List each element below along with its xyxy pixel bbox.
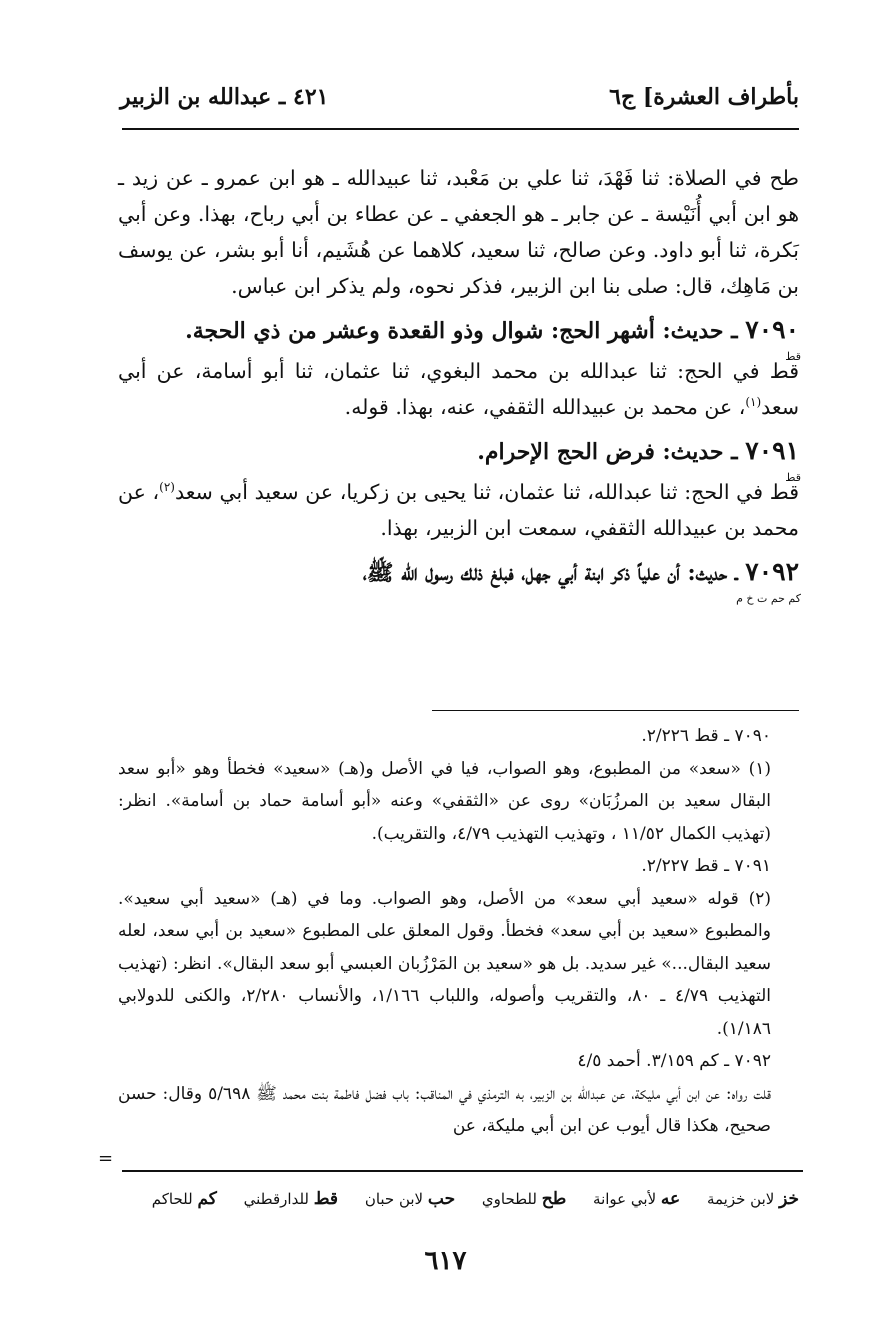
footnote-separator bbox=[432, 710, 799, 711]
hadith-number: ٧٠٩٠ قط bbox=[745, 315, 801, 363]
hadith-title: ـ حديث: أن علياً ذكر ابنة أبي جهل، فبلغ ذلك رسول الله ﷺ، bbox=[362, 560, 738, 586]
hadith-title: ـ حديث: أشهر الحج: شوال وذو القعدة وعشر من ذي الحجة. bbox=[185, 318, 738, 344]
legend-item: حب لابن حبان bbox=[364, 1189, 456, 1209]
legend-item: خز لابن خزيمة bbox=[706, 1189, 799, 1209]
hadith-heading-7091 bbox=[118, 431, 801, 484]
footnote-2: (٢) قوله «سعيد أبي سعد» من الأصل، وهو الصواب. وما في (هـ) «سعيد أبي سعيد». والمطبوع «سعيد بن أبي سعد» فخطأ. وقول المعلق على المطبوع «سعيد بن أبي سعد، لعله سعيد البقال...» غير سديد. بل هو «سعيد بن المَرْزُبان العبسي أبو سعد البقال». انظر: (تهذيب التهذيب ٤/٧٩ ـ ٨٠، والتقريب وأصوله، واللباب ١/١٦٦، والأنساب ٢/٢٨٠، والكنى للدولابي ١/١٨٦). bbox=[118, 888, 771, 1039]
hadith-heading-7090 bbox=[118, 310, 801, 363]
section-title: ٤٢١ ـ عبدالله بن الزبير bbox=[120, 84, 329, 110]
legend-item: قط للدارقطني bbox=[243, 1189, 339, 1209]
footnote-1: (١) «سعد» من المطبوع، وهو الصواب، فيا في الأصل و(هـ) «سعيد» فخطأ وهو «أبو سعد البقال سعيد بن المرزُبَان» روى عن «الثقفي» وعنه «أبو أسامة حماد بن أسامة». انظر: (تهذيب الكمال ١١/٥٢ ، وتهذيب التهذيب ٤/٧٩، والتقريب). bbox=[118, 758, 771, 844]
intro-paragraph: طح في الصلاة: ثنا فَهْدَ، ثنا علي بن مَعْبد، ثنا عبيدالله ـ هو ابن عمرو ـ عن زيد ـ هو ابن أبي أُنَيْسة ـ عن جابر ـ هو الجعفي ـ عن عطاء بن أبي رباح، بهذا. وعن أبي بَكرة، ثنا أبو داود. وعن صالح، ثنا سعيد، كلاهما عن هُشَيم، أنا أبو بشر، عن يوسف بن مَاهِك، قال: صلى بنا ابن الزبير، فذكر نحوه، ولم يذكر ابن عباس. bbox=[118, 166, 799, 298]
hadith-number: ٧٠٩٢ كم حم ت خ م bbox=[736, 557, 801, 605]
header-rule bbox=[122, 128, 799, 130]
legend-item: كم للحاكم bbox=[151, 1189, 217, 1209]
book-title: بأطراف العشرة] ج٦ bbox=[609, 84, 799, 110]
footnote-source-7092: ٧٠٩٢ ـ كم ٣/١٥٩. أحمد ٤/٥ bbox=[577, 1051, 771, 1071]
footnotes bbox=[118, 720, 799, 1143]
source-symbol: قط bbox=[785, 350, 801, 363]
hadith-title: ـ حديث: فرض الحج الإحرام. bbox=[477, 439, 738, 465]
continuation-mark: = bbox=[98, 1148, 114, 1169]
abbreviation-legend bbox=[120, 1188, 799, 1210]
source-symbol: قط bbox=[785, 471, 801, 484]
page-number: ٦١٧ bbox=[424, 1246, 467, 1276]
hadith-heading-7092 bbox=[118, 552, 801, 605]
source-symbol: كم حم ت خ م bbox=[736, 592, 801, 605]
main-text bbox=[118, 160, 801, 605]
legend-rule bbox=[122, 1170, 803, 1172]
legend-item: طح للطحاوي bbox=[481, 1189, 567, 1209]
footnote-ref: (٢) bbox=[159, 480, 175, 495]
footnote-source-7091: ٧٠٩١ ـ قط ٢/٢٢٧. bbox=[641, 856, 771, 876]
hadith-number: ٧٠٩١ قط bbox=[745, 436, 801, 484]
legend-item: عه لأبي عوانة bbox=[593, 1189, 681, 1209]
footnote-source-7090: ٧٠٩٠ ـ قط ٢/٢٢٦. bbox=[641, 726, 771, 746]
hadith-text-7091: قط في الحج: ثنا عبدالله، ثنا عثمان، ثنا يحيى بن زكريا، عن سعيد أبي سعد$^{(٢)}$، عن محمد بن عبيدالله الثقفي، سمعت ابن الزبير، بهذا. bbox=[118, 480, 799, 540]
footnote-note-7092: قلت رواه: عن ابن أبي مليكة، عن عبدالله بن الزبير، به الترمذي في المناقب: باب فضل فاطمة بنت محمد ﷺ ٥/٦٩٨ وقال: حسن صحيح، هكذا قال أيوب عن ابن أبي مليكة، عن bbox=[118, 1083, 771, 1136]
running-header bbox=[120, 84, 799, 116]
footnote-ref: (١) bbox=[745, 395, 762, 410]
hadith-text-7090: قط في الحج: ثنا عبدالله بن محمد البغوي، ثنا عثمان، ثنا أبو أسامة، عن أبي سعد$^{(١)}$، عن محمد بن عبيدالله الثقفي، عنه، بهذا. قوله. bbox=[118, 359, 799, 419]
